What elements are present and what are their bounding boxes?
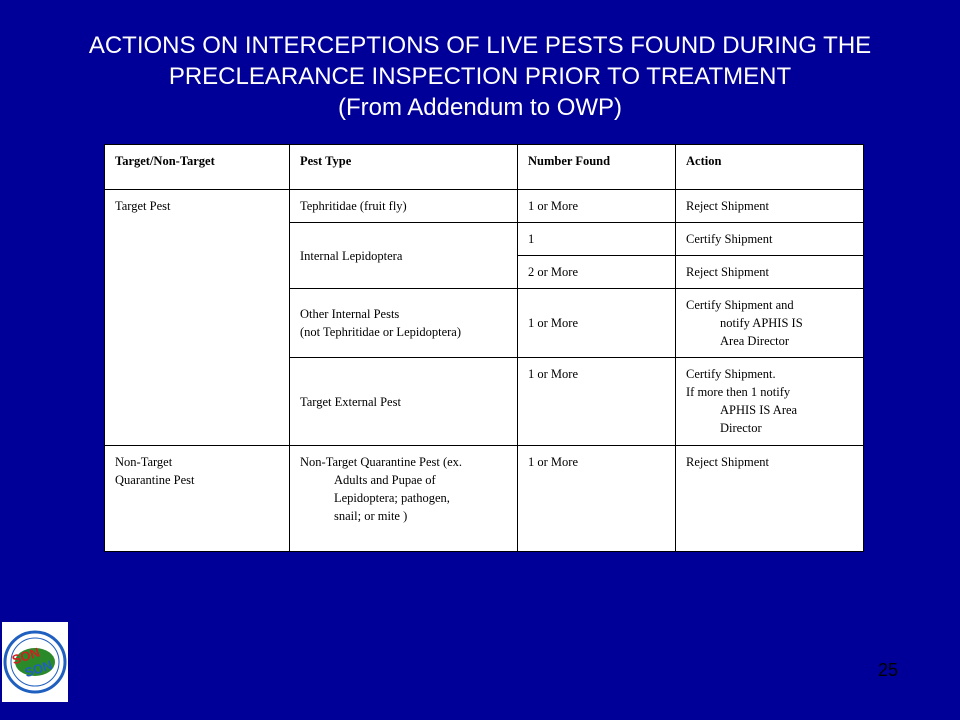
cell-pest-type <box>290 446 518 552</box>
pest-line: (not Tephritidae or Lepidoptera) <box>300 325 461 339</box>
action-line: notify APHIS IS <box>720 316 803 330</box>
title-line-3: (From Addendum to OWP) <box>337 94 623 121</box>
cell-number: 1 or More <box>518 446 676 552</box>
cell-pest-type: Internal Lepidoptera <box>290 223 518 289</box>
cell-number: 2 or More <box>518 256 676 289</box>
table-header-row <box>105 145 864 190</box>
cell-number: 1 or More <box>518 190 676 223</box>
pest-line: Adults and Pupae of <box>334 473 436 487</box>
pest-actions-table <box>104 144 864 552</box>
pest-line: Lepidoptera; pathogen, <box>334 491 450 505</box>
cell-target-pest: Target Pest <box>105 190 290 446</box>
title-line-2: PRECLEARANCE INSPECTION PRIOR TO TREATMENT <box>168 63 792 90</box>
cell-pest-type: Target External Pest <box>290 358 518 446</box>
page-number: 25 <box>878 660 899 680</box>
svg-text:SON: SON <box>10 644 42 668</box>
company-logo <box>2 622 68 702</box>
cell-action: Reject Shipment <box>676 256 864 289</box>
cell-action: Reject Shipment <box>676 190 864 223</box>
category-line: Quarantine Pest <box>115 473 195 487</box>
pest-line: Other Internal Pests <box>300 307 400 321</box>
title-line-1: ACTIONS ON INTERCEPTIONS OF LIVE PESTS FOUND DURING THE <box>88 32 872 59</box>
action-line: Director <box>720 421 762 435</box>
pest-line: Non-Target Quarantine Pest (ex. <box>300 455 463 469</box>
table-row <box>105 446 864 552</box>
action-line: If more then 1 notify <box>686 385 791 399</box>
header-action: Action <box>676 145 864 190</box>
cell-non-target <box>105 446 290 552</box>
cell-pest-type <box>290 289 518 358</box>
cell-action: Certify Shipment <box>676 223 864 256</box>
header-number-found: Number Found <box>518 145 676 190</box>
cell-number: 1 <box>518 223 676 256</box>
cell-action <box>676 358 864 446</box>
action-line: Certify Shipment and <box>686 298 794 312</box>
header-target: Target/Non-Target <box>105 145 290 190</box>
cell-action: Reject Shipment <box>676 446 864 552</box>
cell-pest-type: Tephritidae (fruit fly) <box>290 190 518 223</box>
table-row <box>105 190 864 223</box>
category-line: Non-Target <box>115 455 173 469</box>
cell-number: 1 or More <box>518 289 676 358</box>
logo-image <box>2 622 68 702</box>
cell-number: 1 or More <box>518 358 676 446</box>
pest-line: snail; or mite ) <box>334 509 408 523</box>
cell-action <box>676 289 864 358</box>
action-line: APHIS IS Area <box>720 403 798 417</box>
header-pest-type: Pest Type <box>290 145 518 190</box>
action-line: Area Director <box>720 334 790 348</box>
svg-text:SON: SON <box>22 657 55 681</box>
slide-title <box>0 30 960 123</box>
action-line: Certify Shipment. <box>686 367 776 381</box>
